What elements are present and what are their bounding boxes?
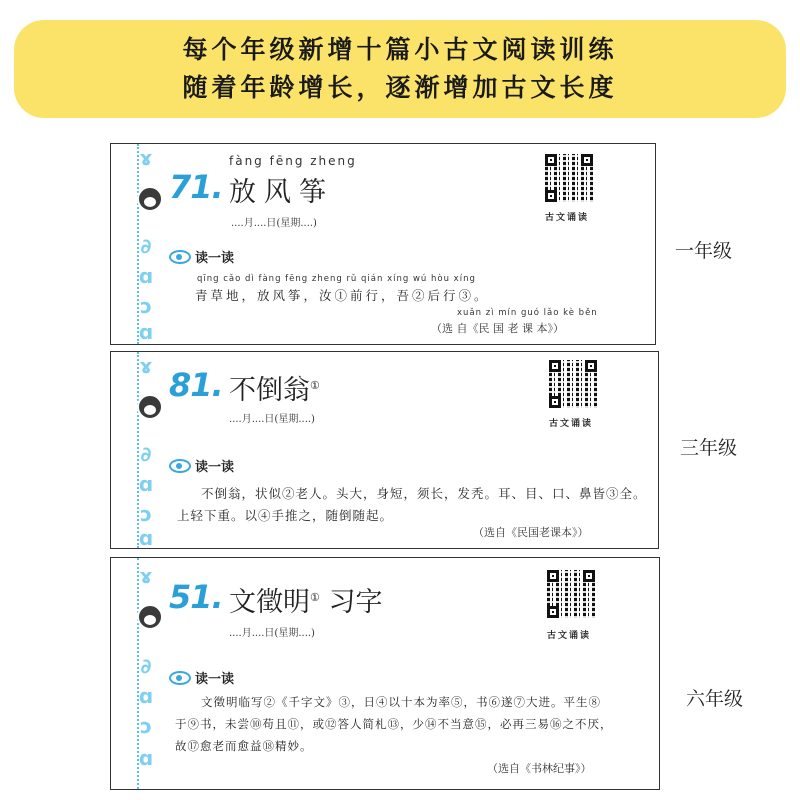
margin-doodle-icon: ɤ <box>139 354 153 378</box>
child-face-icon <box>137 604 163 630</box>
grade-label: 六年级 <box>686 688 744 710</box>
eye-icon <box>169 250 191 264</box>
lesson-title-text: 放风筝 <box>229 177 334 208</box>
margin-doodle-icon: ɤ <box>139 564 153 588</box>
grade-label: 一年级 <box>675 240 733 262</box>
banner-line-2: 随着年龄增长，逐渐增加古文长度 <box>182 73 618 102</box>
date-line: ....月....日(星期....) <box>229 628 315 639</box>
source-pinyin: xuǎn zì mín guó lǎo kè běn <box>457 308 598 318</box>
qr-code[interactable] <box>547 570 595 618</box>
lesson-number: 71. <box>169 168 223 206</box>
lesson-number: 51. <box>169 578 223 616</box>
eye-icon <box>169 459 191 473</box>
date-line: ....月....日(星期....) <box>231 218 317 229</box>
qr-label: 古文诵读 <box>549 419 594 429</box>
title-pinyin: fàng fēng zheng <box>229 154 357 168</box>
margin-doodle-icon: ɔ <box>140 294 152 318</box>
lesson-title <box>229 170 334 209</box>
text-line: 不倒翁，状似②老人。头大，身短，须长，发秃。耳、目、口、鼻皆③全。 <box>201 486 647 501</box>
margin-doodle-icon: ɑ <box>138 320 154 344</box>
source: （选 自《民 国 老 课 本》） <box>431 322 564 335</box>
lesson-card-grade-1 <box>110 143 656 345</box>
source: （选自《民国老课本》） <box>473 526 589 539</box>
read-label: 读一读 <box>195 460 235 475</box>
lesson-title <box>229 580 382 619</box>
text-line: 文徵明临写②《千字文》③，日④以十本为率⑤，书⑥遂⑦大进。平生⑧ <box>201 695 601 709</box>
margin-doodle-icon: ∂ <box>140 654 152 678</box>
read-label: 读一读 <box>195 672 235 687</box>
margin-doodle-icon: ∂ <box>140 442 152 466</box>
eye-icon <box>169 671 191 685</box>
margin-doodle-icon: ɑ <box>138 526 154 549</box>
margin-doodle-icon: ɑ <box>138 746 154 770</box>
child-face-icon <box>137 394 163 420</box>
lesson-title <box>229 368 320 407</box>
read-section-header <box>169 456 234 475</box>
lesson-title-suffix: 习字 <box>328 587 383 618</box>
title-footnote: ① <box>310 591 320 604</box>
text-pinyin: qīng cǎo dì fàng fēng zheng rǔ qián xíng wú hòu xíng <box>197 274 476 284</box>
margin-doodle-icon: ɤ <box>139 146 153 170</box>
margin-doodle-icon: ɑ <box>138 264 154 288</box>
child-face-icon <box>137 186 163 212</box>
qr-code[interactable] <box>545 154 593 202</box>
read-section-header <box>169 668 234 687</box>
margin-doodle-icon: ∂ <box>140 234 152 258</box>
qr-code[interactable] <box>549 360 597 408</box>
read-label: 读一读 <box>195 251 235 266</box>
lesson-card-grade-6 <box>110 557 660 790</box>
grade-label: 三年级 <box>680 437 738 459</box>
margin-doodle-icon: ɑ <box>138 684 154 708</box>
source: （选自《书林纪事》） <box>487 762 592 775</box>
text-line: 故⑰愈老而愈益⑱精妙。 <box>175 739 313 753</box>
margin-doodle-icon: ɔ <box>140 502 152 526</box>
text-line: 青草地，放风筝，汝①前行，吾②后行③。 <box>195 288 490 303</box>
text-line: 于⑨书，未尝⑩苟且⑪，或⑫答人简札⑬，少⑭不当意⑮，必再三易⑯之不厌， <box>175 717 613 731</box>
text-line: 上轻下重。以④手推之，随倒随起。 <box>177 508 394 523</box>
banner-line-1: 每个年级新增十篇小古文阅读训练 <box>182 35 618 64</box>
qr-label: 古文诵读 <box>545 213 590 223</box>
margin-doodle-icon: ɑ <box>138 472 154 496</box>
title-footnote: ① <box>310 379 320 392</box>
lesson-card-grade-3 <box>110 351 659 549</box>
header-banner <box>14 20 786 118</box>
qr-label: 古文诵读 <box>547 631 592 641</box>
lesson-number: 81. <box>169 366 223 404</box>
read-section-header <box>169 247 234 266</box>
lesson-title-text: 不倒翁 <box>229 375 310 406</box>
lesson-title-text: 文徵明 <box>229 587 310 618</box>
date-line: ....月....日(星期....) <box>229 414 315 425</box>
margin-doodle-icon: ɔ <box>140 714 152 738</box>
